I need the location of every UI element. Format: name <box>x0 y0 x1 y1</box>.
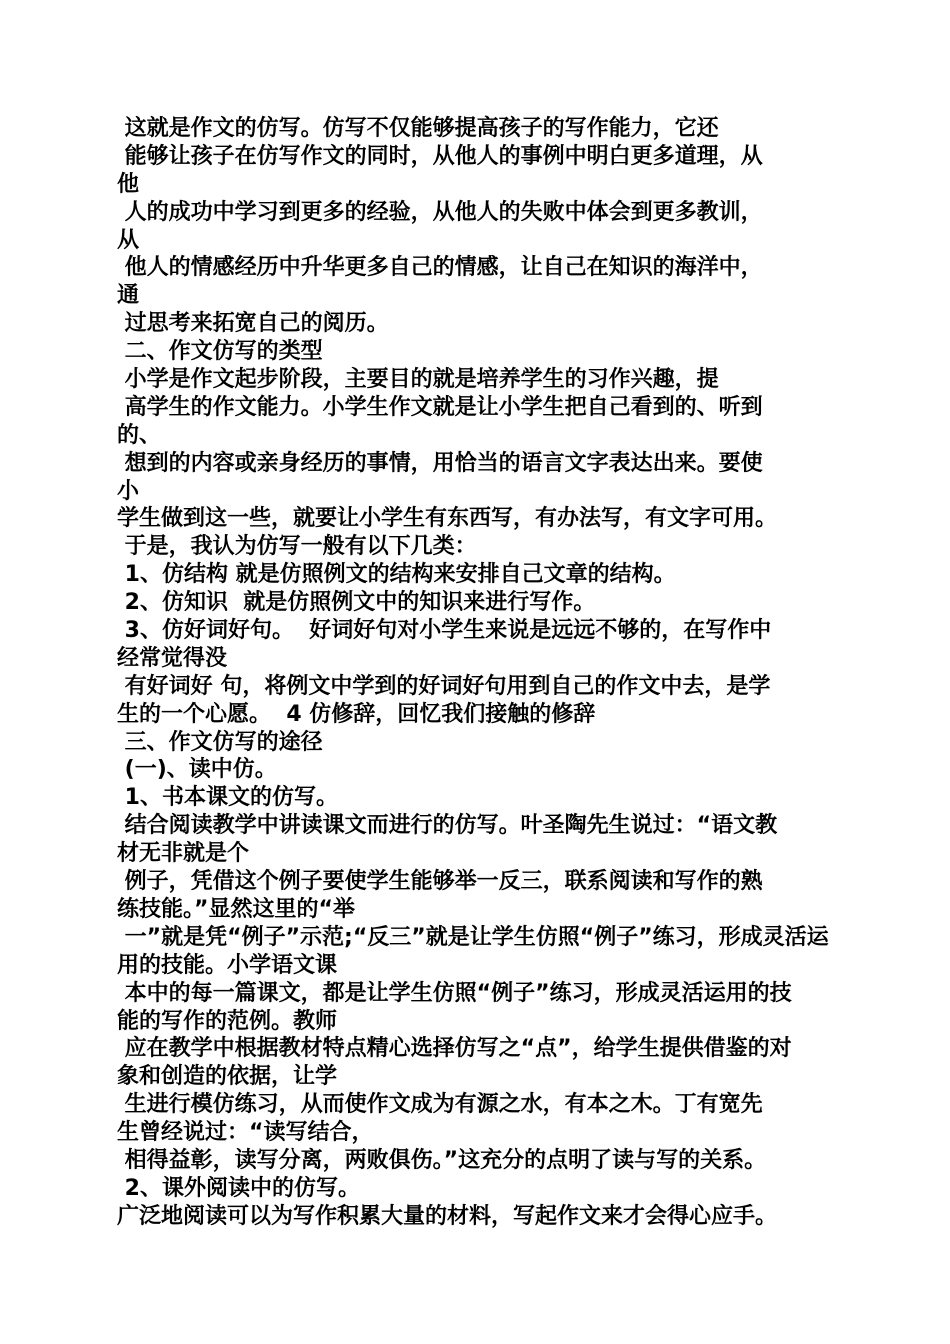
text-line: 本中的每一篇课文，都是让学生仿照“例子”练习，形成灵活运用的技 <box>117 980 792 1006</box>
text-line: 结合阅读教学中讲读课文而进行的仿写。叶圣陶先生说过：“语文教 <box>117 813 778 839</box>
list-item: 3、仿好词好句。 好词好句对小学生来说是远远不够的，在写作中 <box>117 618 772 644</box>
text-line: 于是，我认为仿写一般有以下几类： <box>117 534 477 560</box>
subsection-heading: (一)、读中仿。 <box>117 757 277 783</box>
text-line: 过思考来拓宽自己的阅历。 <box>117 311 389 337</box>
text-line: 的、 <box>117 422 162 448</box>
list-item: 1、书本课文的仿写。 <box>117 785 338 811</box>
text-line: 一”就是凭“例子”示范;“反三”就是让学生仿照“例子”练习，形成灵活运 <box>117 924 829 950</box>
text-line: 材无非就是个 <box>117 841 250 867</box>
text-line: 有好词好 句，将例文中学到的好词好句用到自己的作文中去，是学 <box>117 673 771 699</box>
list-item: 1、仿结构 就是仿照例文的结构来安排自己文章的结构。 <box>117 562 676 588</box>
text-line: 高学生的作文能力。小学生作文就是让小学生把自己看到的、听到 <box>117 394 763 420</box>
text-line: 生的一个心愿。 4 仿修辞，回忆我们接触的修辞 <box>117 701 596 727</box>
text-line: 通 <box>117 283 140 309</box>
section-heading: 二、作文仿写的类型 <box>117 339 323 365</box>
text-line: 小 <box>117 478 140 504</box>
document-body <box>117 115 837 1231</box>
text-line: 这就是作文的仿写。仿写不仅能够提高孩子的写作能力，它还 <box>117 116 719 141</box>
text-line: 生曾经说过：“读写结合， <box>117 1120 374 1146</box>
text-line: 人的成功中学习到更多的经验，从他人的失败中体会到更多教训， <box>117 199 763 225</box>
text-line: 例子，凭借这个例子要使学生能够举一反三，联系阅读和写作的熟 <box>117 869 763 895</box>
text-line: 能够让孩子在仿写作文的同时，从他人的事例中明白更多道理，从 <box>117 143 763 169</box>
text-line: 学生做到这一些，就要让小学生有东西写，有办法写，有文字可用。 <box>117 506 778 532</box>
list-item: 2、课外阅读中的仿写。 <box>117 1175 360 1201</box>
text-line: 相得益彰，读写分离，两败俱伤。”这充分的点明了读与写的关系。 <box>117 1147 767 1173</box>
section-heading: 三、作文仿写的途径 <box>117 729 323 755</box>
list-item: 2、仿知识 就是仿照例文中的知识来进行写作。 <box>117 590 596 616</box>
text-line: 经常觉得没 <box>117 645 228 671</box>
text-line: 练技能。”显然这里的“举 <box>117 896 355 922</box>
text-line: 生进行模仿练习，从而使作文成为有源之水，有本之木。丁有宽先 <box>117 1092 763 1118</box>
text-line: 小学是作文起步阶段，主要目的就是培养学生的习作兴趣，提 <box>117 367 719 393</box>
text-line: 广泛地阅读可以为写作积累大量的材料，写起作文来才会得心应手。 <box>117 1203 778 1229</box>
text-line: 他人的情感经历中升华更多自己的情感，让自己在知识的海洋中， <box>117 255 763 281</box>
text-line: 他 <box>117 171 140 197</box>
text-line: 象和创造的依据，让学 <box>117 1064 338 1090</box>
text-line: 应在教学中根据教材特点精心选择仿写之“点”，给学生提供借鉴的对 <box>117 1036 792 1062</box>
text-line: 想到的内容或亲身经历的事情，用恰当的语言文字表达出来。要使 <box>117 450 763 476</box>
text-line: 用的技能。小学语文课 <box>117 952 338 978</box>
text-line: 能的写作的范例。教师 <box>117 1008 338 1034</box>
text-line: 从 <box>117 227 140 253</box>
